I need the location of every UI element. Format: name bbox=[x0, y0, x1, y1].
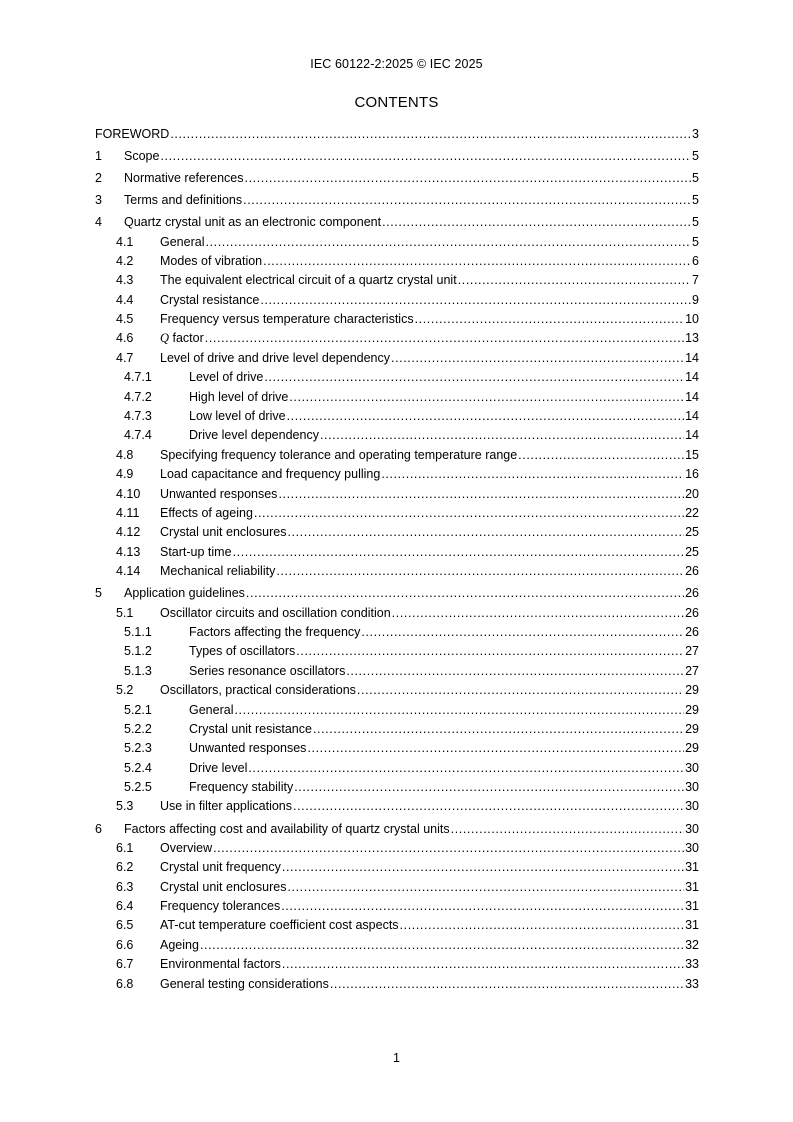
toc-entry-page: 16 bbox=[685, 467, 699, 482]
toc-entry[interactable] bbox=[95, 562, 699, 581]
toc-entry[interactable] bbox=[95, 252, 699, 271]
toc-entry[interactable] bbox=[95, 604, 699, 623]
toc-entry-number: 5.1.1 bbox=[124, 624, 152, 639]
toc-entry-title: Low level of drive bbox=[189, 409, 286, 424]
toc-entry[interactable] bbox=[95, 125, 699, 144]
toc-entry-number: 5.2.1 bbox=[124, 702, 152, 717]
toc-leader-dots bbox=[260, 291, 691, 310]
toc-leader-dots bbox=[307, 739, 684, 758]
toc-entry-page: 31 bbox=[685, 918, 699, 933]
toc-entry-page: 30 bbox=[685, 780, 699, 795]
toc-entry[interactable] bbox=[95, 739, 699, 758]
toc-entry-title: FOREWORD bbox=[95, 127, 170, 141]
toc-entry[interactable] bbox=[95, 504, 699, 523]
toc-entry[interactable] bbox=[95, 407, 699, 426]
toc-entry-title: Crystal unit enclosures bbox=[160, 525, 287, 540]
toc-entry[interactable] bbox=[95, 446, 699, 465]
toc-entry-title: The equivalent electrical circuit of a quartz crystal unit bbox=[160, 273, 457, 288]
toc-entry-number: 5.2.3 bbox=[124, 741, 152, 756]
toc-leader-dots bbox=[391, 349, 684, 368]
toc-entry-number: 2 bbox=[95, 171, 102, 186]
toc-entry-page: 31 bbox=[685, 879, 699, 894]
toc-entry-page: 9 bbox=[692, 292, 699, 307]
toc-entry-page: 26 bbox=[685, 624, 699, 639]
toc-entry-number: 6.8 bbox=[116, 976, 134, 991]
toc-entry-page: 31 bbox=[685, 860, 699, 875]
toc-entry-number: 5.3 bbox=[116, 799, 134, 814]
toc-entry-page: 27 bbox=[685, 663, 699, 678]
toc-entry-number: 4.5 bbox=[116, 312, 134, 327]
table-of-contents bbox=[95, 125, 699, 994]
toc-entry-title: Load capacitance and frequency pulling bbox=[160, 467, 381, 482]
toc-entry-number: 6.2 bbox=[116, 860, 134, 875]
toc-entry-title: Frequency versus temperature characteristics bbox=[160, 312, 414, 327]
toc-entry-number: 4.7.2 bbox=[124, 389, 152, 404]
toc-entry-page: 5 bbox=[692, 171, 699, 186]
toc-entry-title: Oscillator circuits and oscillation condition bbox=[160, 605, 391, 620]
toc-entry-page: 22 bbox=[685, 505, 699, 520]
toc-entry[interactable] bbox=[95, 310, 699, 329]
toc-leader-dots bbox=[392, 604, 684, 623]
toc-entry[interactable] bbox=[95, 465, 699, 484]
toc-entry-number: 6.1 bbox=[116, 840, 134, 855]
toc-entry-title: Terms and definitions bbox=[124, 193, 243, 208]
toc-entry-title: Overview bbox=[160, 840, 213, 855]
toc-entry-title-rest: factor bbox=[169, 331, 204, 346]
toc-entry-number: 6.7 bbox=[116, 957, 134, 972]
toc-entry-page: 31 bbox=[685, 899, 699, 914]
toc-entry-title: High level of drive bbox=[189, 389, 289, 404]
toc-entry-title: Level of drive bbox=[189, 370, 264, 385]
toc-leader-dots bbox=[234, 701, 684, 720]
toc-entry-page: 30 bbox=[685, 840, 699, 855]
toc-entry[interactable] bbox=[95, 878, 699, 897]
toc-entry-number: 1 bbox=[95, 149, 102, 164]
toc-entry-number: 5.2.4 bbox=[124, 760, 152, 775]
toc-entry[interactable] bbox=[95, 233, 699, 252]
toc-entry-page: 7 bbox=[692, 273, 699, 288]
toc-entry[interactable] bbox=[95, 213, 699, 232]
toc-leader-dots bbox=[278, 485, 684, 504]
toc-leader-dots bbox=[233, 543, 685, 562]
toc-entry-number: 6.6 bbox=[116, 937, 134, 952]
toc-leader-dots bbox=[254, 504, 684, 523]
toc-entry-title: Crystal unit frequency bbox=[160, 860, 281, 875]
toc-entry-title-italic: Q bbox=[160, 331, 170, 346]
toc-entry[interactable] bbox=[95, 662, 699, 681]
toc-leader-dots bbox=[357, 681, 684, 700]
toc-entry-title: Drive level bbox=[189, 760, 248, 775]
toc-leader-dots bbox=[263, 252, 691, 271]
toc-entry-page: 14 bbox=[685, 409, 699, 424]
toc-entry[interactable] bbox=[95, 169, 699, 188]
toc-entry[interactable] bbox=[95, 291, 699, 310]
toc-entry-number: 4.4 bbox=[116, 292, 134, 307]
toc-leader-dots bbox=[458, 271, 691, 290]
toc-entry-page: 13 bbox=[685, 331, 699, 346]
toc-leader-dots bbox=[287, 407, 685, 426]
toc-entry-title: Mechanical reliability bbox=[160, 564, 276, 579]
toc-entry-title bbox=[160, 329, 205, 348]
toc-leader-dots bbox=[320, 426, 684, 445]
toc-leader-dots bbox=[361, 623, 684, 642]
toc-entry-title: Factors affecting the frequency bbox=[189, 624, 361, 639]
toc-entry-number: 5.2.2 bbox=[124, 721, 152, 736]
toc-entry-number: 5.2.5 bbox=[124, 780, 152, 795]
toc-entry[interactable] bbox=[95, 916, 699, 935]
toc-entry-page: 33 bbox=[685, 976, 699, 991]
toc-leader-dots bbox=[451, 820, 684, 839]
toc-entry-title: Oscillators, practical considerations bbox=[160, 683, 356, 698]
toc-leader-dots bbox=[518, 446, 684, 465]
toc-entry[interactable] bbox=[95, 523, 699, 542]
toc-entry-title: Environmental factors bbox=[160, 957, 281, 972]
toc-entry[interactable] bbox=[95, 778, 699, 797]
toc-entry-page: 5 bbox=[692, 215, 699, 230]
toc-entry-page: 29 bbox=[685, 702, 699, 717]
toc-leader-dots bbox=[296, 642, 684, 661]
toc-entry-page: 33 bbox=[685, 957, 699, 972]
toc-leader-dots bbox=[246, 584, 684, 603]
toc-entry-page: 30 bbox=[685, 799, 699, 814]
toc-entry-page: 20 bbox=[685, 486, 699, 501]
toc-entry-title: AT-cut temperature coefficient cost aspects bbox=[160, 918, 399, 933]
toc-entry[interactable] bbox=[95, 759, 699, 778]
toc-leader-dots bbox=[294, 778, 684, 797]
toc-entry-number: 4.6 bbox=[116, 331, 134, 346]
toc-entry-page: 3 bbox=[692, 127, 699, 141]
toc-entry-page: 29 bbox=[685, 741, 699, 756]
toc-entry-title: Start-up time bbox=[160, 544, 232, 559]
toc-leader-dots bbox=[245, 169, 692, 188]
toc-leader-dots bbox=[205, 233, 691, 252]
toc-entry[interactable] bbox=[95, 584, 699, 603]
toc-entry-page: 25 bbox=[685, 525, 699, 540]
toc-entry[interactable] bbox=[95, 858, 699, 877]
toc-leader-dots bbox=[248, 759, 684, 778]
toc-entry-title: Crystal unit resistance bbox=[189, 721, 312, 736]
toc-entry-number: 6.4 bbox=[116, 899, 134, 914]
toc-entry-page: 14 bbox=[685, 428, 699, 443]
toc-entry-page: 30 bbox=[685, 821, 699, 836]
toc-entry[interactable] bbox=[95, 191, 699, 210]
toc-entry-page: 29 bbox=[685, 721, 699, 736]
toc-entry[interactable] bbox=[95, 720, 699, 739]
toc-entry-number: 4.13 bbox=[116, 544, 141, 559]
toc-entry-number: 4.9 bbox=[116, 467, 134, 482]
toc-entry-title: General bbox=[189, 702, 234, 717]
toc-entry-page: 14 bbox=[685, 370, 699, 385]
toc-entry-number: 5.1.2 bbox=[124, 644, 152, 659]
contents-title: CONTENTS bbox=[354, 94, 439, 111]
toc-entry[interactable] bbox=[95, 349, 699, 368]
toc-entry-page: 27 bbox=[685, 644, 699, 659]
toc-entry[interactable] bbox=[95, 388, 699, 407]
toc-entry-title: Crystal resistance bbox=[160, 292, 260, 307]
toc-entry[interactable] bbox=[95, 820, 699, 839]
toc-leader-dots bbox=[415, 310, 685, 329]
toc-entry-number: 5.2 bbox=[116, 683, 134, 698]
toc-entry[interactable] bbox=[95, 642, 699, 661]
toc-entry-number: 6.3 bbox=[116, 879, 134, 894]
toc-entry-number: 4.8 bbox=[116, 447, 134, 462]
toc-entry-number: 4 bbox=[95, 215, 102, 230]
toc-leader-dots bbox=[400, 916, 685, 935]
toc-entry[interactable] bbox=[95, 936, 699, 955]
toc-leader-dots bbox=[170, 125, 691, 144]
toc-entry-page: 26 bbox=[685, 564, 699, 579]
toc-entry-number: 4.12 bbox=[116, 525, 141, 540]
toc-leader-dots bbox=[160, 147, 691, 166]
toc-entry-page: 5 bbox=[692, 149, 699, 164]
toc-entry-number: 5 bbox=[95, 586, 102, 601]
toc-entry-number: 4.10 bbox=[116, 486, 141, 501]
toc-entry[interactable] bbox=[95, 797, 699, 816]
toc-entry-title: Use in filter applications bbox=[160, 799, 293, 814]
toc-leader-dots bbox=[382, 213, 691, 232]
toc-entry-number: 4.11 bbox=[116, 505, 140, 520]
toc-entry-number: 6 bbox=[95, 821, 102, 836]
toc-leader-dots bbox=[282, 858, 684, 877]
toc-entry-page: 26 bbox=[685, 586, 699, 601]
toc-leader-dots bbox=[330, 975, 684, 994]
toc-entry-number: 4.7.1 bbox=[124, 370, 152, 385]
toc-entry-page: 15 bbox=[685, 447, 699, 462]
toc-entry-number: 6.5 bbox=[116, 918, 134, 933]
toc-entry-page: 5 bbox=[692, 193, 699, 208]
toc-entry-title: Ageing bbox=[160, 937, 199, 952]
toc-leader-dots bbox=[293, 797, 684, 816]
toc-entry-title: Crystal unit enclosures bbox=[160, 879, 287, 894]
toc-leader-dots bbox=[276, 562, 684, 581]
toc-entry-title: General testing considerations bbox=[160, 976, 329, 991]
toc-leader-dots bbox=[200, 936, 684, 955]
toc-entry[interactable] bbox=[95, 955, 699, 974]
toc-entry[interactable] bbox=[95, 426, 699, 445]
toc-entry-title: Normative references bbox=[124, 171, 244, 186]
toc-entry-number: 4.3 bbox=[116, 273, 134, 288]
toc-leader-dots bbox=[287, 523, 684, 542]
toc-entry-number: 5.1 bbox=[116, 605, 134, 620]
toc-entry-title: Level of drive and drive level dependency bbox=[160, 350, 391, 365]
toc-leader-dots bbox=[346, 662, 684, 681]
toc-leader-dots bbox=[287, 878, 684, 897]
toc-entry-page: 14 bbox=[685, 350, 699, 365]
toc-entry-title: Frequency tolerances bbox=[160, 899, 281, 914]
toc-entry-page: 10 bbox=[685, 312, 699, 327]
toc-entry[interactable] bbox=[95, 368, 699, 387]
toc-entry-title: Drive level dependency bbox=[189, 428, 319, 443]
page-number: 1 bbox=[393, 1051, 400, 1065]
toc-entry-number: 4.7.4 bbox=[124, 428, 152, 443]
toc-entry-page: 26 bbox=[685, 605, 699, 620]
toc-leader-dots bbox=[313, 720, 684, 739]
toc-entry-page: 29 bbox=[685, 683, 699, 698]
toc-leader-dots bbox=[213, 839, 684, 858]
toc-entry-title: Factors affecting cost and availability of quartz crystal units bbox=[124, 821, 450, 836]
toc-leader-dots bbox=[205, 329, 684, 348]
toc-entry[interactable] bbox=[95, 681, 699, 700]
toc-entry-title: Application guidelines bbox=[124, 586, 245, 601]
toc-entry[interactable] bbox=[95, 271, 699, 290]
toc-entry-page: 32 bbox=[685, 937, 699, 952]
toc-entry-number: 3 bbox=[95, 193, 102, 208]
toc-entry[interactable] bbox=[95, 485, 699, 504]
toc-entry-title: Effects of ageing bbox=[160, 505, 253, 520]
toc-entry-page: 25 bbox=[685, 544, 699, 559]
toc-leader-dots bbox=[381, 465, 684, 484]
toc-leader-dots bbox=[281, 897, 684, 916]
toc-entry[interactable] bbox=[95, 701, 699, 720]
toc-entry[interactable] bbox=[95, 543, 699, 562]
toc-entry[interactable] bbox=[95, 147, 699, 166]
toc-entry-page: 14 bbox=[685, 389, 699, 404]
toc-entry[interactable] bbox=[95, 975, 699, 994]
toc-entry-title: Series resonance oscillators bbox=[189, 663, 346, 678]
toc-leader-dots bbox=[289, 388, 684, 407]
toc-entry-title: Specifying frequency tolerance and operating temperature range bbox=[160, 447, 518, 462]
toc-entry[interactable] bbox=[95, 623, 699, 642]
toc-leader-dots bbox=[243, 191, 691, 210]
toc-entry-title: Frequency stability bbox=[189, 780, 294, 795]
toc-entry-number: 4.14 bbox=[116, 564, 141, 579]
toc-entry-title: General bbox=[160, 234, 205, 249]
page-header: IEC 60122-2:2025 © IEC 2025 bbox=[310, 57, 483, 71]
toc-leader-dots bbox=[282, 955, 684, 974]
toc-leader-dots bbox=[264, 368, 684, 387]
toc-entry-page: 30 bbox=[685, 760, 699, 775]
toc-entry-page: 5 bbox=[692, 234, 699, 249]
toc-entry-title: Quartz crystal unit as an electronic component bbox=[124, 215, 382, 230]
toc-entry-title: Unwanted responses bbox=[160, 486, 278, 501]
toc-entry-title: Unwanted responses bbox=[189, 741, 307, 756]
toc-entry-page: 6 bbox=[692, 253, 699, 268]
toc-entry-number: 5.1.3 bbox=[124, 663, 152, 678]
toc-entry-title: Scope bbox=[124, 149, 160, 164]
toc-entry-number: 4.7 bbox=[116, 350, 134, 365]
toc-entry[interactable] bbox=[95, 329, 699, 348]
toc-entry-number: 4.2 bbox=[116, 253, 134, 268]
toc-entry[interactable] bbox=[95, 897, 699, 916]
toc-entry-title: Types of oscillators bbox=[189, 644, 296, 659]
toc-entry-number: 4.7.3 bbox=[124, 409, 152, 424]
toc-entry[interactable] bbox=[95, 839, 699, 858]
toc-entry-title: Modes of vibration bbox=[160, 253, 263, 268]
toc-entry-number: 4.1 bbox=[116, 234, 134, 249]
